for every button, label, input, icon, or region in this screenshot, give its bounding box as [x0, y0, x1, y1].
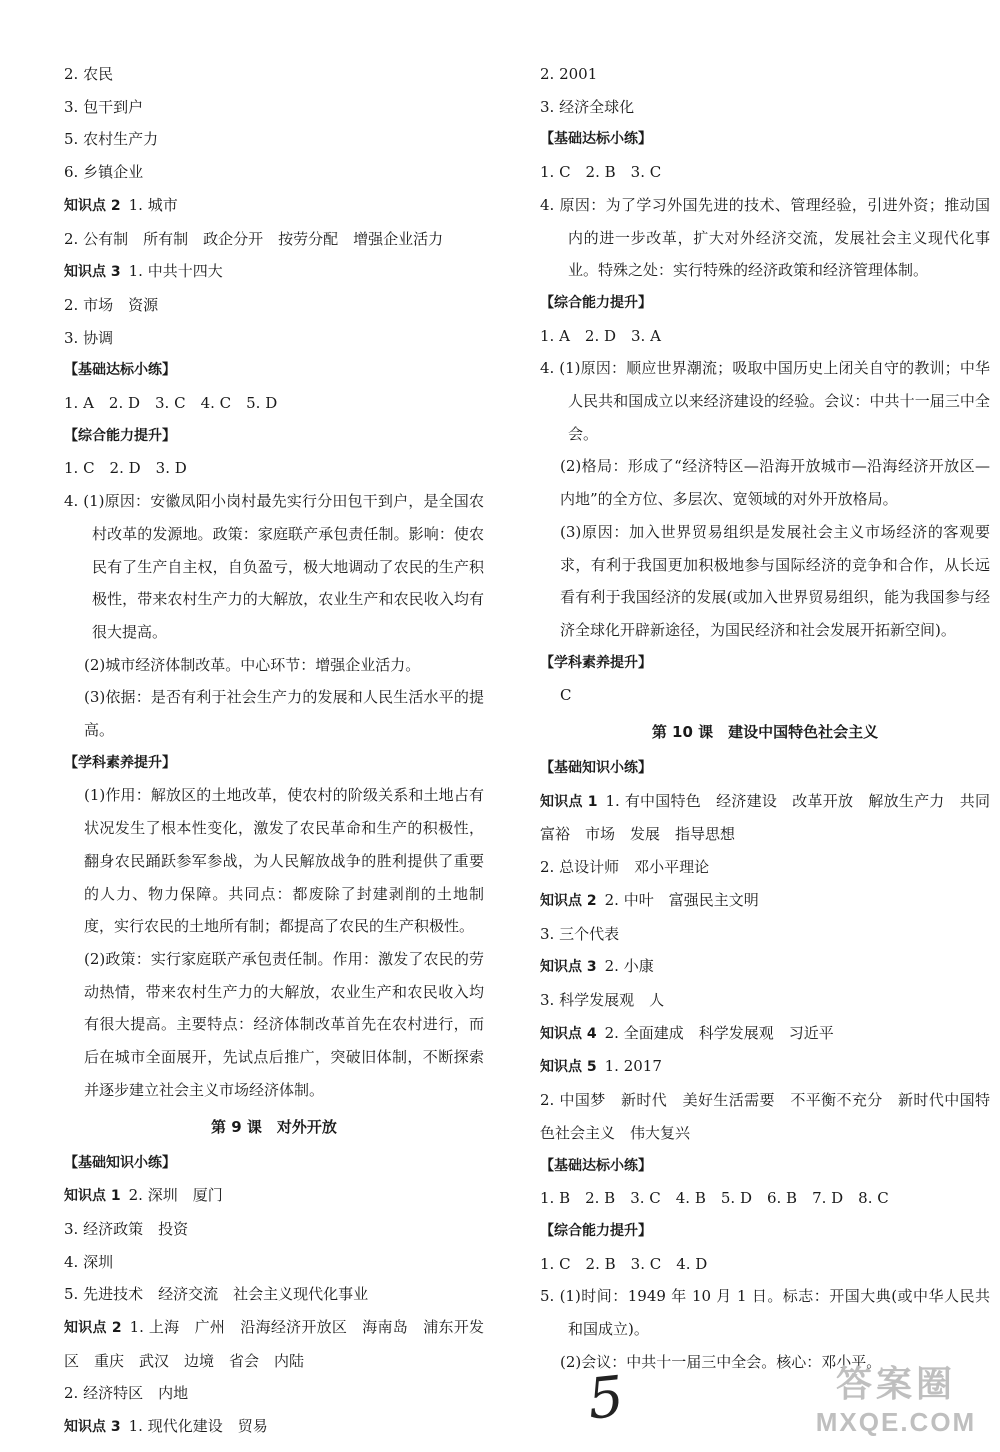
section-heading: 【综合能力提升】	[540, 294, 652, 311]
answer-line: 2. 农民	[64, 65, 114, 83]
knowledge-point-label: 知识点 2	[64, 1320, 122, 1337]
answer-line: 1. C 2. B 3. C	[540, 163, 662, 182]
knowledge-point-line: 知识点 1 2. 深圳 厦门	[64, 1186, 223, 1205]
knowledge-point-label: 知识点 2	[64, 197, 121, 214]
knowledge-point-label: 知识点 1	[540, 793, 598, 810]
watermark-text-en: MXQE.COM	[815, 1407, 977, 1437]
knowledge-point-line: 知识点 3 2. 小康	[540, 957, 654, 976]
knowledge-point-line: 知识点 4 2. 全面建成 科学发展观 习近平	[540, 1023, 834, 1042]
knowledge-point-label: 知识点 4	[540, 1025, 597, 1042]
answer-line: 1. C 2. D 3. D	[64, 459, 187, 478]
answer-paragraph: 4. 原因：为了学习外国先进的技术、管理经验，引进外资；推动国内的进一步改革，扩大对外经济交流，发展社会主义现代化事业。特殊之处：实行特殊的经济政策和经济管理体制。	[540, 195, 990, 280]
section-heading: 【基础达标小练】	[64, 362, 176, 379]
knowledge-point-label: 知识点 3	[540, 959, 597, 976]
knowledge-point-line: 知识点 3 1. 现代化建设 贸易	[64, 1417, 268, 1436]
right-column	[540, 58, 990, 1378]
answer-line: 3. 经济全球化	[540, 97, 635, 116]
answer-line: 1. A 2. D 3. A	[540, 326, 661, 345]
section-heading: 【基础知识小练】	[540, 760, 652, 777]
section-heading: 【学科素养提升】	[540, 654, 652, 671]
answer-line: 6. 乡镇企业	[64, 163, 144, 182]
answer-line: 3. 三个代表	[540, 924, 620, 943]
answer-line: 1. C 2. B 3. C 4. D	[540, 1254, 708, 1273]
answer-paragraph: 4. (1)原因：顺应世界潮流；吸取中国历史上闭关自守的教训；中华人民共和国成立以来经济建设的经验。会议：中共十一届三中全会。	[540, 359, 990, 443]
knowledge-point-line: 知识点 1 1. 有中国特色 经济建设 改革开放 解放生产力 共同富裕 市场 发展 指导思想	[540, 791, 990, 844]
answer-paragraph: (1)作用：解放区的土地改革，使农村的阶级关系和土地占有状况发生了根本性变化，激发了农民革命和生产的积极性，翻身农民踊跃参军参战，为人民解放战争的胜利提供了重要的人力、物力保障。共同点：都废除了封建剥削的土地制度，实行农民的土地所有制；都提高了农民的生产积极性。	[84, 786, 484, 936]
answer-line: 3. 协调	[64, 328, 114, 347]
section-heading: 【综合能力提升】	[540, 1222, 652, 1239]
knowledge-point-line: 知识点 2 1. 上海 广州 沿海经济开放区 海南岛 浦东开发区 重庆 武汉 边境 省会 内陆	[64, 1318, 484, 1370]
knowledge-point-label: 知识点 3	[64, 264, 121, 281]
knowledge-point-line: 知识点 3 1. 中共十四大	[64, 262, 223, 281]
knowledge-point-line: 知识点 2 1. 城市	[64, 195, 178, 214]
answer-paragraph: (3)原因：加入世界贸易组织是发展社会主义市场经济的客观要求，有利于我国更加积极地参与国际经济的竞争和合作，从长远看有利于我国经济的发展(或加入世界贸易组织，能为我国参与经济全球化开辟新途径，为国民经济和社会发展开拓新空间)。	[560, 522, 990, 639]
answer-line: 2. 经济特区 内地	[64, 1384, 189, 1403]
answer-line: 1. B 2. B 3. C 4. B 5. D 6. B 7. D 8. C	[540, 1189, 889, 1208]
answer-line: C	[560, 686, 572, 705]
answer-line: 2. 2001	[540, 65, 598, 83]
knowledge-point-label: 知识点 3	[64, 1419, 121, 1436]
answer-line: 1. A 2. D 3. C 4. C 5. D	[64, 394, 278, 413]
section-heading: 【综合能力提升】	[64, 427, 176, 444]
answer-line: 2. 总设计师 邓小平理论	[540, 858, 710, 877]
answer-paragraph: 2. 中国梦 新时代 美好生活需要 不平衡不充分 新时代中国特色社会主义 伟大复兴	[540, 1091, 990, 1142]
knowledge-point-label: 知识点 5	[540, 1059, 597, 1076]
knowledge-point-line: 知识点 5 1. 2017	[540, 1057, 662, 1076]
watermark-logo	[806, 1356, 986, 1438]
answer-line: 3. 科学发展观 人	[540, 990, 665, 1009]
answer-paragraph: 5. (1)时间：1949 年 10 月 1 日。标志：开国大典(或中华人民共和国成立)。	[540, 1287, 990, 1339]
answer-line: 4. 深圳	[64, 1252, 114, 1271]
answer-paragraph: (2)格局：形成了“经济特区—沿海开放城市—沿海经济开放区—内地”的全方位、多层次、宽领域的对外开放格局。	[560, 457, 990, 509]
answer-paragraph: (3)依据：是否有利于社会生产力的发展和人民生活水平的提高。	[84, 688, 484, 740]
knowledge-point-label: 知识点 2	[540, 892, 597, 909]
answer-line: 5. 农村生产力	[64, 130, 159, 149]
answer-paragraph: (2)政策：实行家庭联产承包责任制。作用：激发了农民的劳动热情，带来农村生产力的大解放，农业生产和农民收入均有很大提高。主要特点：经济体制改革首先在农村进行，而后在城市全面展开，先试点后推广，突破旧体制，不断探索并逐步建立社会主义市场经济体制。	[84, 949, 484, 1099]
answer-line: 3. 包干到户	[64, 97, 144, 116]
lesson-title: 第 9 课 对外开放	[211, 1117, 337, 1136]
answer-line: 5. 先进技术 经济交流 社会主义现代化事业	[64, 1285, 369, 1304]
knowledge-point-label: 知识点 1	[64, 1188, 121, 1205]
answer-line: 3. 经济政策 投资	[64, 1219, 189, 1238]
answer-paragraph: (2)城市经济体制改革。中心环节：增强企业活力。	[84, 655, 421, 674]
answer-line: 2. 市场 资源	[64, 295, 159, 314]
lesson-title: 第 10 课 建设中国特色社会主义	[651, 723, 879, 742]
section-heading: 【基础达标小练】	[540, 1157, 652, 1174]
answer-paragraph: 4. (1)原因：安徽凤阳小岗村最先实行分田包干到户，是全国农村改革的发源地。政策：家庭联产承包责任制。影响：使农民有了生产自主权，自负盈亏，极大地调动了农民的生产积极性，带来农村生产力的大解放，农业生产和农民收入均有很大提高。	[64, 492, 484, 641]
knowledge-point-line: 知识点 2 2. 中叶 富强民主文明	[540, 890, 759, 909]
section-heading: 【学科素养提升】	[64, 754, 176, 771]
section-heading: 【基础达标小练】	[540, 131, 652, 148]
answer-line: 2. 公有制 所有制 政企分开 按劳分配 增强企业活力	[64, 229, 444, 248]
answer-paragraph: (2)会议：中共十一届三中全会。核心：邓小平。	[560, 1352, 882, 1371]
watermark-text-cn: 答案圈	[835, 1364, 956, 1405]
section-heading: 【基础知识小练】	[64, 1154, 176, 1171]
page-number: 5	[584, 1364, 627, 1433]
left-column	[64, 58, 484, 1444]
